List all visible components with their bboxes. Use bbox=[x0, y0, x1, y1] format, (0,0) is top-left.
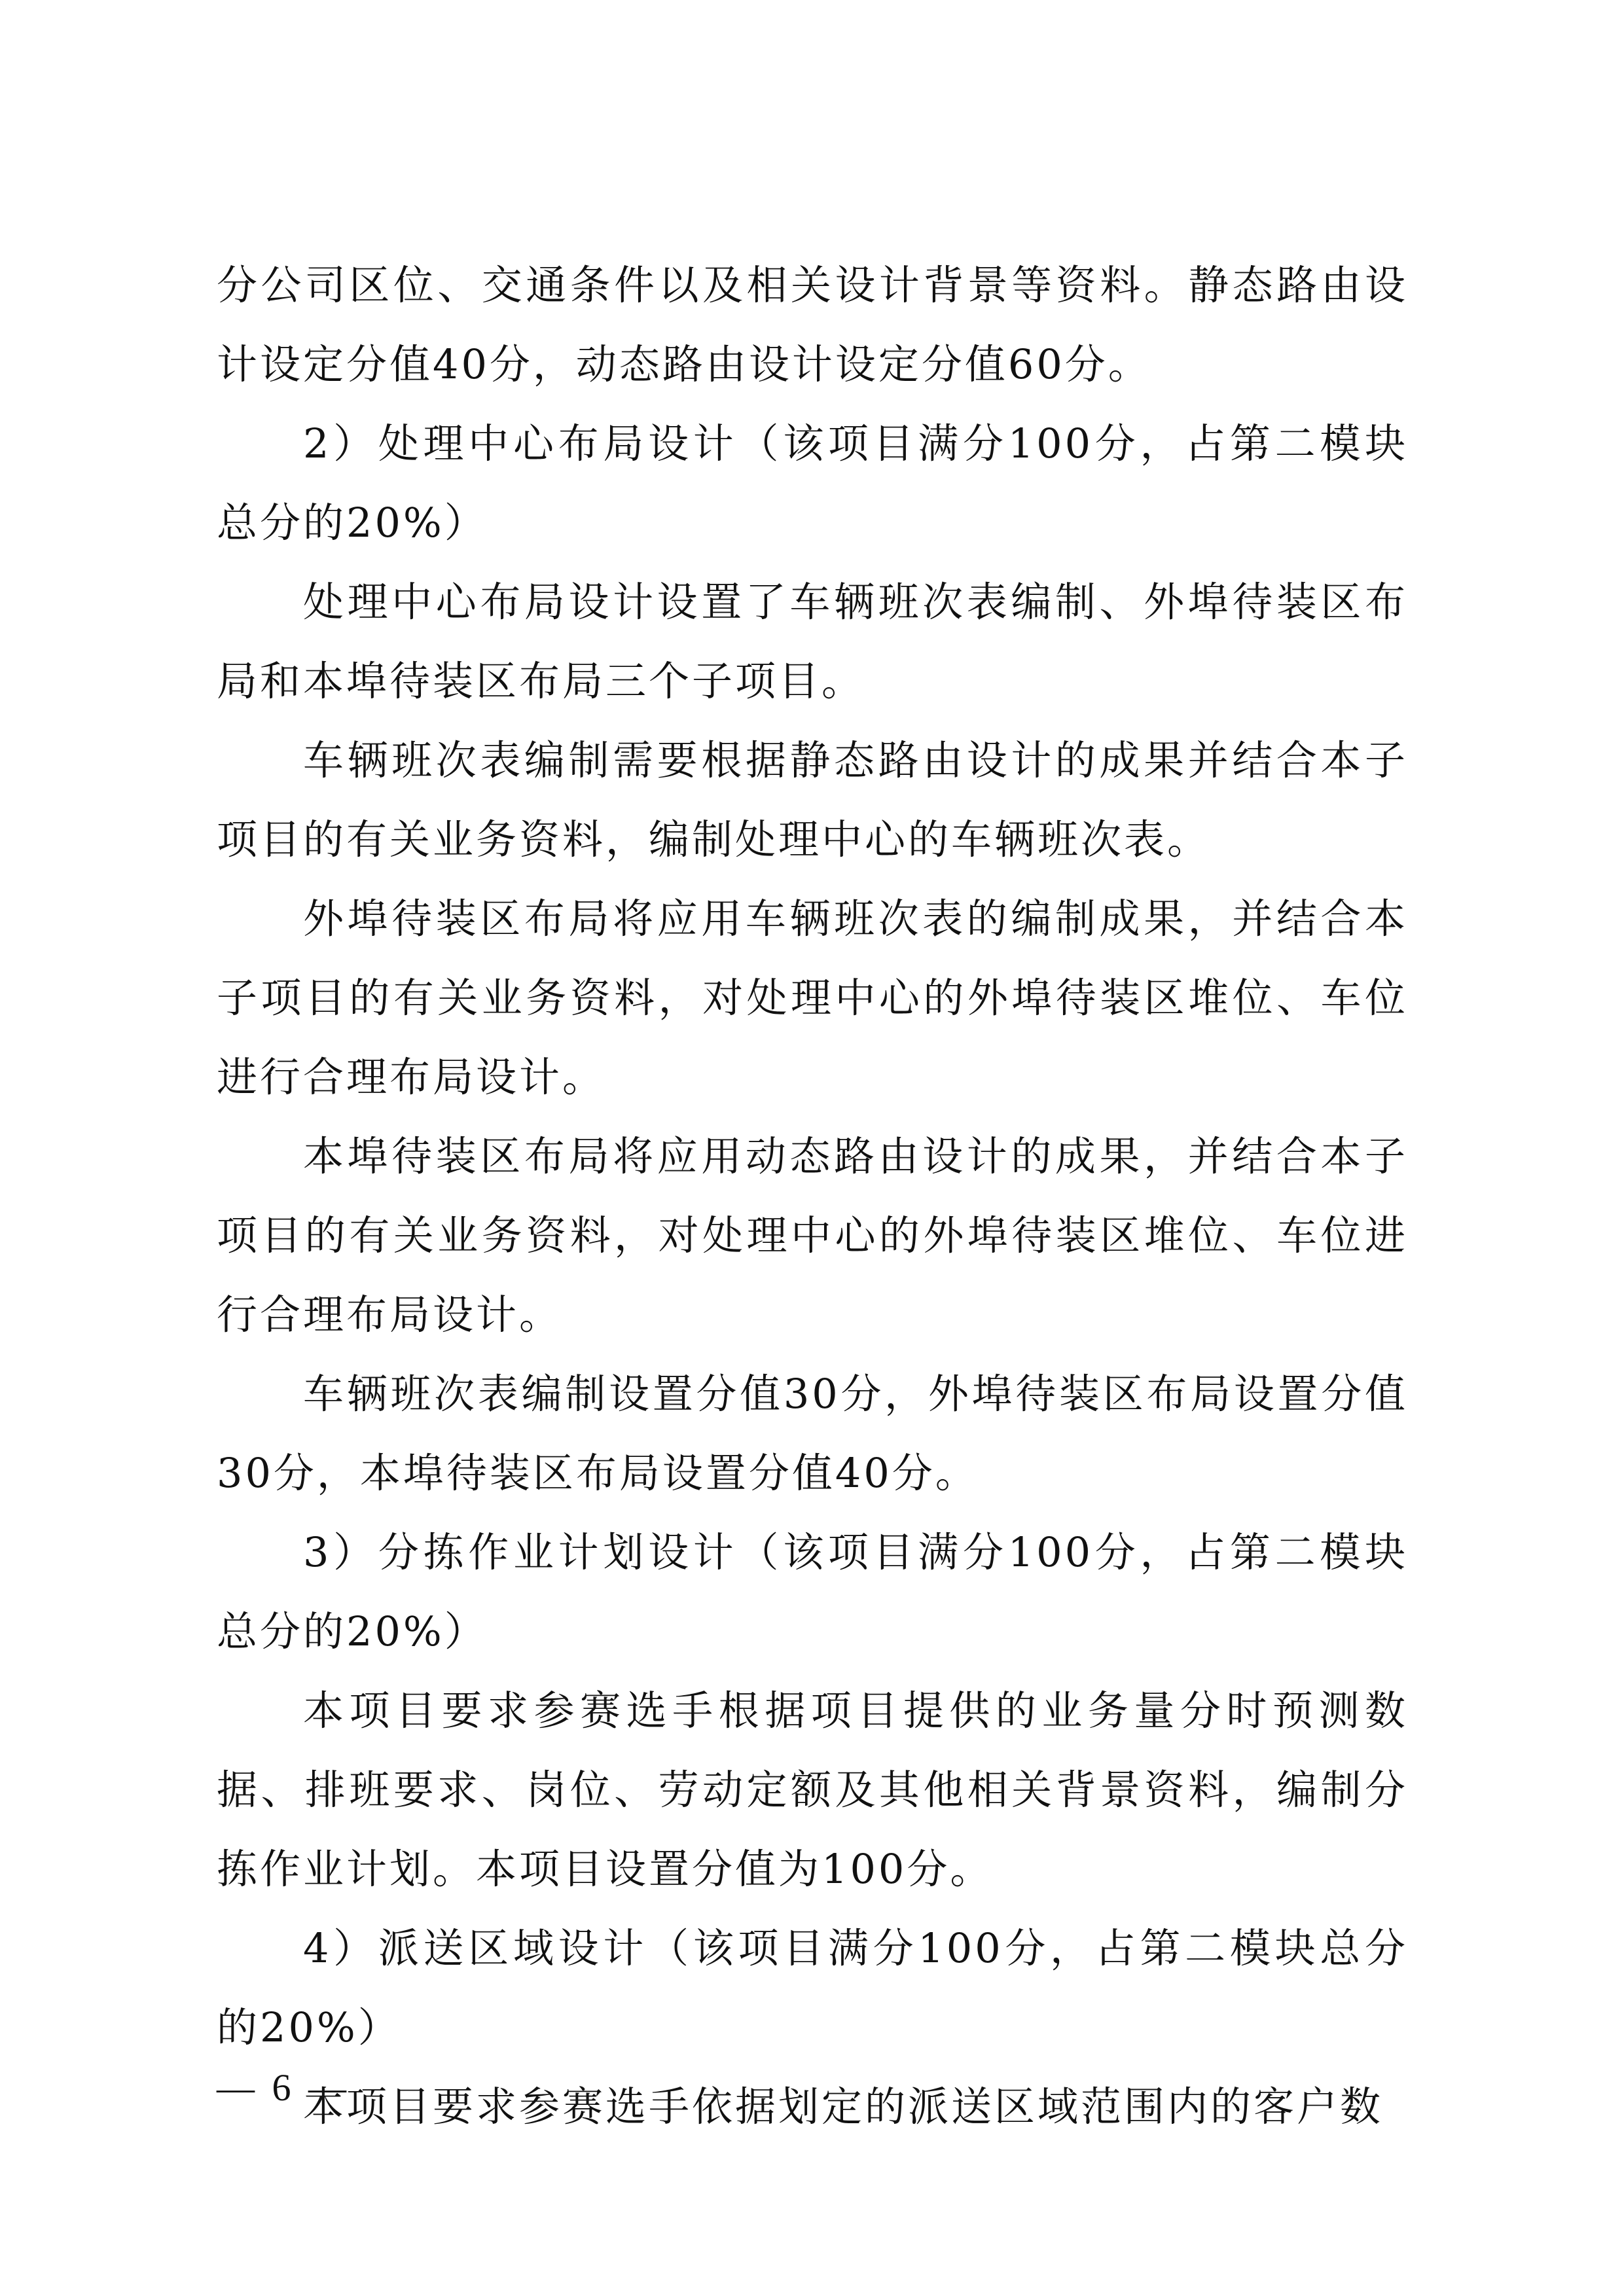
section-heading-processing-center: 2）处理中心布局设计（该项目满分100分，占第二模块总分的20%） bbox=[217, 420, 1408, 547]
paragraph-vehicle-schedule: 车辆班次表编制需要根据静态路由设计的成果并结合本子项目的有关业务资料，编制处理中心的车辆班次表。 bbox=[217, 736, 1408, 863]
paragraph-score-allocation: 车辆班次表编制设置分值30分，外埠待装区布局设置分值30分，本埠待装区布局设置分值40分。 bbox=[217, 1370, 1408, 1497]
document-body bbox=[217, 245, 1408, 2146]
paragraph-continuation: 分公司区位、交通条件以及相关设计背景等资料。静态路由设计设定分值40分，动态路由设计设定分值60分。 bbox=[217, 261, 1408, 388]
paragraph-processing-center-overview: 处理中心布局设计设置了车辆班次表编制、外埠待装区布局和本埠待装区布局三个子项目。 bbox=[217, 578, 1408, 705]
section-heading-delivery-area: 4）派送区域设计（该项目满分100分，占第二模块总分的20%） bbox=[217, 1924, 1408, 2051]
paragraph-outbound-staging: 外埠待装区布局将应用车辆班次表的编制成果，并结合本子项目的有关业务资料，对处理中心的外埠待装区堆位、车位进行合理布局设计。 bbox=[217, 895, 1408, 1101]
paragraph-sorting-plan: 本项目要求参赛选手根据项目提供的业务量分时预测数据、排班要求、岗位、劳动定额及其他相关背景资料，编制分拣作业计划。本项目设置分值为100分。 bbox=[217, 1687, 1408, 1893]
section-heading-sorting-plan: 3）分拣作业计划设计（该项目满分100分，占第二模块总分的20%） bbox=[217, 1528, 1408, 1655]
paragraph-delivery-area: 本项目要求参赛选手依据划定的派送区域范围内的客户数 bbox=[303, 2083, 1384, 2130]
page-number: — 6 — bbox=[217, 2066, 350, 2109]
paragraph-local-staging: 本埠待装区布局将应用动态路由设计的成果，并结合本子项目的有关业务资料，对处理中心的外埠待装区堆位、车位进行合理布局设计。 bbox=[217, 1132, 1408, 1338]
